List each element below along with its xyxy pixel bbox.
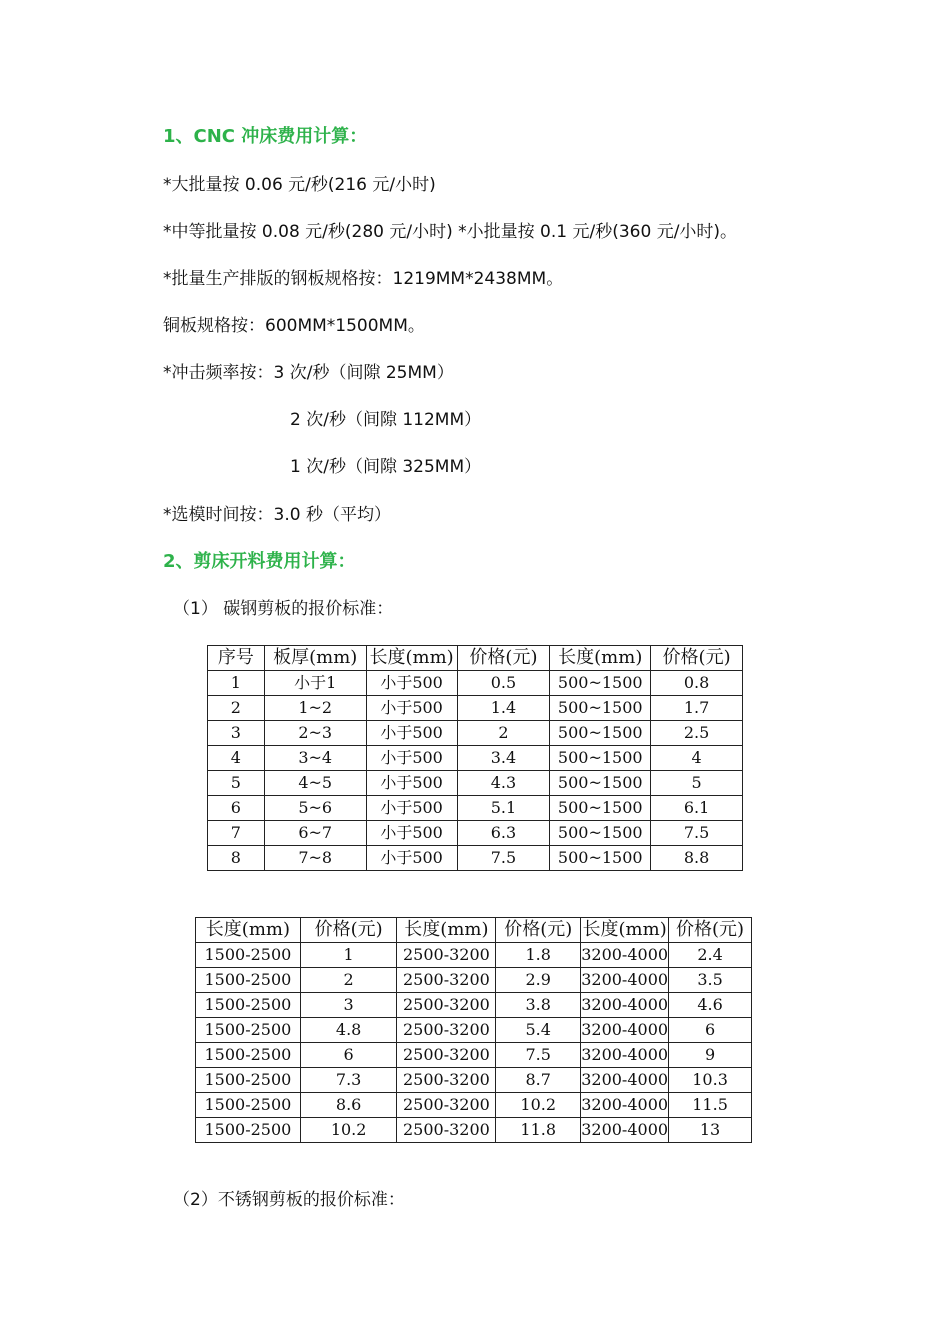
table-cell: 5.1 <box>457 796 550 821</box>
table-cell: 2500-3200 <box>397 1118 496 1143</box>
table-cell: 小于500 <box>366 821 457 846</box>
table-cell: 4.6 <box>669 993 752 1018</box>
table-cell: 1500-2500 <box>196 993 301 1018</box>
table-cell: 5~6 <box>264 796 366 821</box>
table-cell: 1.4 <box>457 696 550 721</box>
table-cell: 11.5 <box>669 1093 752 1118</box>
table-cell: 2.4 <box>669 943 752 968</box>
table-row <box>196 1118 752 1143</box>
table-cell: 1~2 <box>264 696 366 721</box>
table-row <box>196 993 752 1018</box>
table-cell: 4~5 <box>264 771 366 796</box>
steel-sheet-spec: *批量生产排版的钢板规格按：1219MM*2438MM。 <box>163 269 564 289</box>
table-row <box>208 821 743 846</box>
table-cell: 13 <box>669 1118 752 1143</box>
table-cell: 3 <box>300 993 397 1018</box>
table-cell: 3200-4000 <box>581 968 669 993</box>
table-cell: 6 <box>208 796 265 821</box>
table-cell: 6 <box>669 1018 752 1043</box>
table-cell: 3.5 <box>669 968 752 993</box>
table-cell: 2500-3200 <box>397 943 496 968</box>
table-cell: 500~1500 <box>550 796 651 821</box>
copper-sheet-spec: 铜板规格按：600MM*1500MM。 <box>163 316 425 336</box>
table-cell: 小于500 <box>366 746 457 771</box>
table-cell: 小于500 <box>366 846 457 871</box>
table-cell: 2.5 <box>651 721 743 746</box>
table-cell: 3~4 <box>264 746 366 771</box>
table-cell: 6 <box>300 1043 397 1068</box>
table-cell: 1500-2500 <box>196 1118 301 1143</box>
cnc-rate-large-batch: *大批量按 0.06 元/秒(216 元/小时) <box>163 175 436 195</box>
table-row <box>208 771 743 796</box>
table-cell: 0.5 <box>457 671 550 696</box>
table-cell: 8 <box>208 846 265 871</box>
table-cell: 2 <box>208 696 265 721</box>
column-header: 价格(元) <box>669 918 752 943</box>
die-selection-time: *选模时间按：3.0 秒（平均） <box>163 505 391 525</box>
table-cell: 7.5 <box>496 1043 581 1068</box>
table-cell: 2500-3200 <box>397 1043 496 1068</box>
table-cell: 小于500 <box>366 721 457 746</box>
table-cell: 4.3 <box>457 771 550 796</box>
table-cell: 9 <box>669 1043 752 1068</box>
table-cell: 5 <box>651 771 743 796</box>
table-cell: 7~8 <box>264 846 366 871</box>
column-header: 价格(元) <box>300 918 397 943</box>
table-cell: 小于500 <box>366 696 457 721</box>
table-cell: 500~1500 <box>550 846 651 871</box>
table-cell: 500~1500 <box>550 696 651 721</box>
table-header-row <box>196 918 752 943</box>
table-cell: 6.1 <box>651 796 743 821</box>
table-row <box>208 721 743 746</box>
stainless-steel-subheading: （2）不锈钢剪板的报价标准： <box>173 1190 405 1210</box>
table-cell: 8.6 <box>300 1093 397 1118</box>
table-cell: 1.7 <box>651 696 743 721</box>
table-cell: 1500-2500 <box>196 968 301 993</box>
table-cell: 10.3 <box>669 1068 752 1093</box>
table-cell: 1500-2500 <box>196 1068 301 1093</box>
table-cell: 3.8 <box>496 993 581 1018</box>
table-cell: 1.8 <box>496 943 581 968</box>
table-cell: 1500-2500 <box>196 1043 301 1068</box>
table-cell: 7.5 <box>457 846 550 871</box>
table-cell: 3 <box>208 721 265 746</box>
table-cell: 10.2 <box>496 1093 581 1118</box>
table-cell: 8.8 <box>651 846 743 871</box>
table-cell: 7.5 <box>651 821 743 846</box>
punch-frequency-3: 1 次/秒（间隙 325MM） <box>290 457 482 477</box>
table-cell: 5.4 <box>496 1018 581 1043</box>
table-cell: 3200-4000 <box>581 1118 669 1143</box>
table-cell: 3.4 <box>457 746 550 771</box>
table-cell: 500~1500 <box>550 746 651 771</box>
table-cell: 4 <box>208 746 265 771</box>
section1-heading: 1、CNC 冲床费用计算： <box>163 126 368 147</box>
column-header: 长度(mm) <box>550 646 651 671</box>
table-cell: 3200-4000 <box>581 1093 669 1118</box>
table-cell: 1 <box>208 671 265 696</box>
table-row <box>196 1043 752 1068</box>
table-cell: 2500-3200 <box>397 968 496 993</box>
column-header: 板厚(mm) <box>264 646 366 671</box>
table-cell: 1500-2500 <box>196 943 301 968</box>
table-cell: 3200-4000 <box>581 993 669 1018</box>
table-cell: 7.3 <box>300 1068 397 1093</box>
table-header-row <box>208 646 743 671</box>
column-header: 价格(元) <box>457 646 550 671</box>
section2-heading: 2、剪床开料费用计算： <box>163 551 356 572</box>
column-header: 序号 <box>208 646 265 671</box>
table-cell: 2.9 <box>496 968 581 993</box>
table-row <box>196 943 752 968</box>
table-cell: 2500-3200 <box>397 1093 496 1118</box>
table-cell: 5 <box>208 771 265 796</box>
table-cell: 小于500 <box>366 671 457 696</box>
table-cell: 小于500 <box>366 796 457 821</box>
column-header: 价格(元) <box>496 918 581 943</box>
table-cell: 2 <box>457 721 550 746</box>
table-cell: 2~3 <box>264 721 366 746</box>
table-cell: 1 <box>300 943 397 968</box>
table-cell: 500~1500 <box>550 771 651 796</box>
table-cell: 500~1500 <box>550 721 651 746</box>
column-header: 长度(mm) <box>581 918 669 943</box>
table-cell: 4 <box>651 746 743 771</box>
table-cell: 1500-2500 <box>196 1018 301 1043</box>
table-cell: 11.8 <box>496 1118 581 1143</box>
table-row <box>208 746 743 771</box>
table-cell: 500~1500 <box>550 821 651 846</box>
column-header: 长度(mm) <box>366 646 457 671</box>
table-cell: 10.2 <box>300 1118 397 1143</box>
table-row <box>208 796 743 821</box>
column-header: 长度(mm) <box>397 918 496 943</box>
table-cell: 2500-3200 <box>397 993 496 1018</box>
table-row <box>208 671 743 696</box>
table-cell: 小于500 <box>366 771 457 796</box>
table-row <box>208 846 743 871</box>
table-cell: 8.7 <box>496 1068 581 1093</box>
cnc-rate-medium-small-batch: *中等批量按 0.08 元/秒(280 元/小时) *小批量按 0.1 元/秒(360 元/小时)。 <box>163 222 738 242</box>
carbon-steel-long-price-table <box>195 917 752 1143</box>
table-cell: 6.3 <box>457 821 550 846</box>
table-cell: 1500-2500 <box>196 1093 301 1118</box>
table-row <box>208 696 743 721</box>
table-row <box>196 1018 752 1043</box>
column-header: 长度(mm) <box>196 918 301 943</box>
table-cell: 3200-4000 <box>581 1043 669 1068</box>
table-row <box>196 968 752 993</box>
table-row <box>196 1068 752 1093</box>
table-cell: 0.8 <box>651 671 743 696</box>
table-cell: 小于1 <box>264 671 366 696</box>
carbon-steel-price-table <box>207 645 743 871</box>
table-cell: 4.8 <box>300 1018 397 1043</box>
table-cell: 2500-3200 <box>397 1068 496 1093</box>
carbon-steel-subheading: （1） 碳钢剪板的报价标准： <box>173 599 394 619</box>
table-cell: 3200-4000 <box>581 1018 669 1043</box>
table-cell: 3200-4000 <box>581 943 669 968</box>
table-cell: 7 <box>208 821 265 846</box>
table-cell: 6~7 <box>264 821 366 846</box>
table-row <box>196 1093 752 1118</box>
punch-frequency-2: 2 次/秒（间隙 112MM） <box>290 410 482 430</box>
table-cell: 2 <box>300 968 397 993</box>
table-cell: 500~1500 <box>550 671 651 696</box>
table-cell: 2500-3200 <box>397 1018 496 1043</box>
column-header: 价格(元) <box>651 646 743 671</box>
punch-frequency-1: *冲击频率按：3 次/秒（间隙 25MM） <box>163 363 454 383</box>
table-cell: 3200-4000 <box>581 1068 669 1093</box>
